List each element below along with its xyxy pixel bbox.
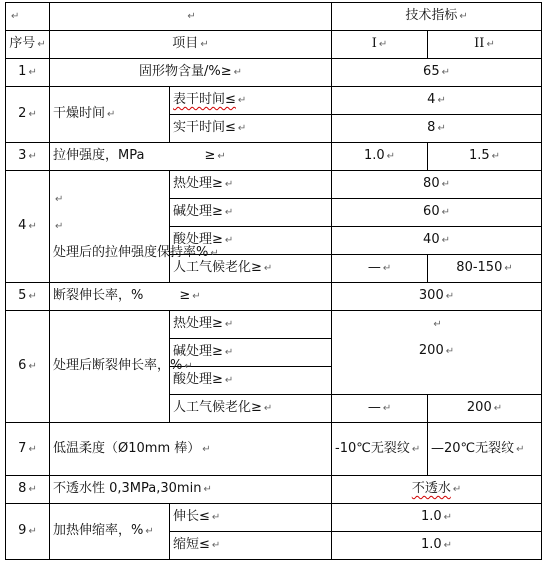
row-6-sub-2: 碱处理≥ ↵ (170, 339, 332, 367)
row-4-sub-3: 酸处理≥ ↵ (170, 227, 332, 255)
row-2-sub-1: 表干时间≤ ↵ (170, 87, 332, 115)
header-row-1 (6, 3, 542, 31)
header-tech-index: 技术指标 ↵ (332, 3, 542, 31)
table-row-2a (6, 87, 542, 115)
row-5-no: 5 ↵ (6, 283, 50, 311)
row-6-sub-4: 人工气候老化≥ ↵ (170, 395, 332, 423)
row-6-merged-value: ↵ 200 ↵ (332, 311, 542, 395)
header-item: 项目 ↵ (50, 31, 332, 59)
row-4-no: 4 ↵ (6, 171, 50, 283)
table-row-3 (6, 143, 542, 171)
row-6-item: 处理后断裂伸长率，% ↵ (50, 311, 170, 423)
row-8-no: 8 ↵ (6, 476, 50, 504)
row-1-value: 65 ↵ (332, 59, 542, 87)
spec-table (5, 2, 542, 560)
row-6-sub-1: 热处理≥ ↵ (170, 311, 332, 339)
row-6-sub-3: 酸处理≥ ↵ (170, 367, 332, 395)
header-grade-2: II ↵ (428, 31, 542, 59)
row-4-sub-1: 热处理≥ ↵ (170, 171, 332, 199)
row-4-val-4b: 80-150 ↵ (428, 255, 542, 283)
table-row-8 (6, 476, 542, 504)
row-6-val-4b: 200 ↵ (428, 395, 542, 423)
row-9-sub-2: 缩短≤ ↵ (170, 532, 332, 560)
row-9-val-2: 1.0 ↵ (332, 532, 542, 560)
row-3-item: 拉伸强度，MPa ≥ ↵ (50, 143, 332, 171)
table-row-1 (6, 59, 542, 87)
row-9-val-1: 1.0 ↵ (332, 504, 542, 532)
row-5-item: 断裂伸长率，% ≥ ↵ (50, 283, 332, 311)
row-7-val-2: —20℃无裂纹 ↵ (428, 423, 542, 476)
row-5-value: 300 ↵ (332, 283, 542, 311)
table-row-4a (6, 171, 542, 199)
row-1-no: 1 ↵ (6, 59, 50, 87)
row-1-item: 固形物含量/%≥ ↵ (50, 59, 332, 87)
row-3-val-2: 1.5 ↵ (428, 143, 542, 171)
row-4-item: ↵ ↵ 处理后的拉伸强度保持率% ↵ (50, 171, 170, 283)
row-8-value: 不透水 ↵ (332, 476, 542, 504)
table-row-9a (6, 504, 542, 532)
table-row-6a (6, 311, 542, 339)
row-2-item: 干燥时间 ↵ (50, 87, 170, 143)
row-2-sub-2: 实干时间≤ ↵ (170, 115, 332, 143)
row-2-no: 2 ↵ (6, 87, 50, 143)
row-4-sub-2: 碱处理≥ ↵ (170, 199, 332, 227)
header-grade-1: I ↵ (332, 31, 428, 59)
row-6-val-4a: — ↵ (332, 395, 428, 423)
row-2-val-2: 8 ↵ (332, 115, 542, 143)
header-item-top: ↵ (50, 3, 332, 31)
row-4-val-3: 40 ↵ (332, 227, 542, 255)
row-4-val-4a: — ↵ (332, 255, 428, 283)
spec-table-wrapper (5, 2, 542, 560)
row-9-sub-1: 伸长≤ ↵ (170, 504, 332, 532)
row-4-val-2: 60 ↵ (332, 199, 542, 227)
row-3-no: 3 ↵ (6, 143, 50, 171)
row-4-sub-4: 人工气候老化≥ ↵ (170, 255, 332, 283)
row-7-val-1: -10℃无裂纹 ↵ (332, 423, 428, 476)
row-7-item: 低温柔度（Ø10mm 棒） ↵ (50, 423, 332, 476)
row-7-no: 7 ↵ (6, 423, 50, 476)
row-6-no: 6 ↵ (6, 311, 50, 423)
header-row-2 (6, 31, 542, 59)
row-2-val-1: 4 ↵ (332, 87, 542, 115)
row-4-val-1: 80 ↵ (332, 171, 542, 199)
table-row-5 (6, 283, 542, 311)
row-9-no: 9 ↵ (6, 504, 50, 560)
row-9-item: 加热伸缩率，% ↵ (50, 504, 170, 560)
header-seq-top: ↵ (6, 3, 50, 31)
table-row-7 (6, 423, 542, 476)
row-8-item: 不透水性 0,3MPa,30min ↵ (50, 476, 332, 504)
row-3-val-1: 1.0 ↵ (332, 143, 428, 171)
header-seq: 序号 ↵ (6, 31, 50, 59)
